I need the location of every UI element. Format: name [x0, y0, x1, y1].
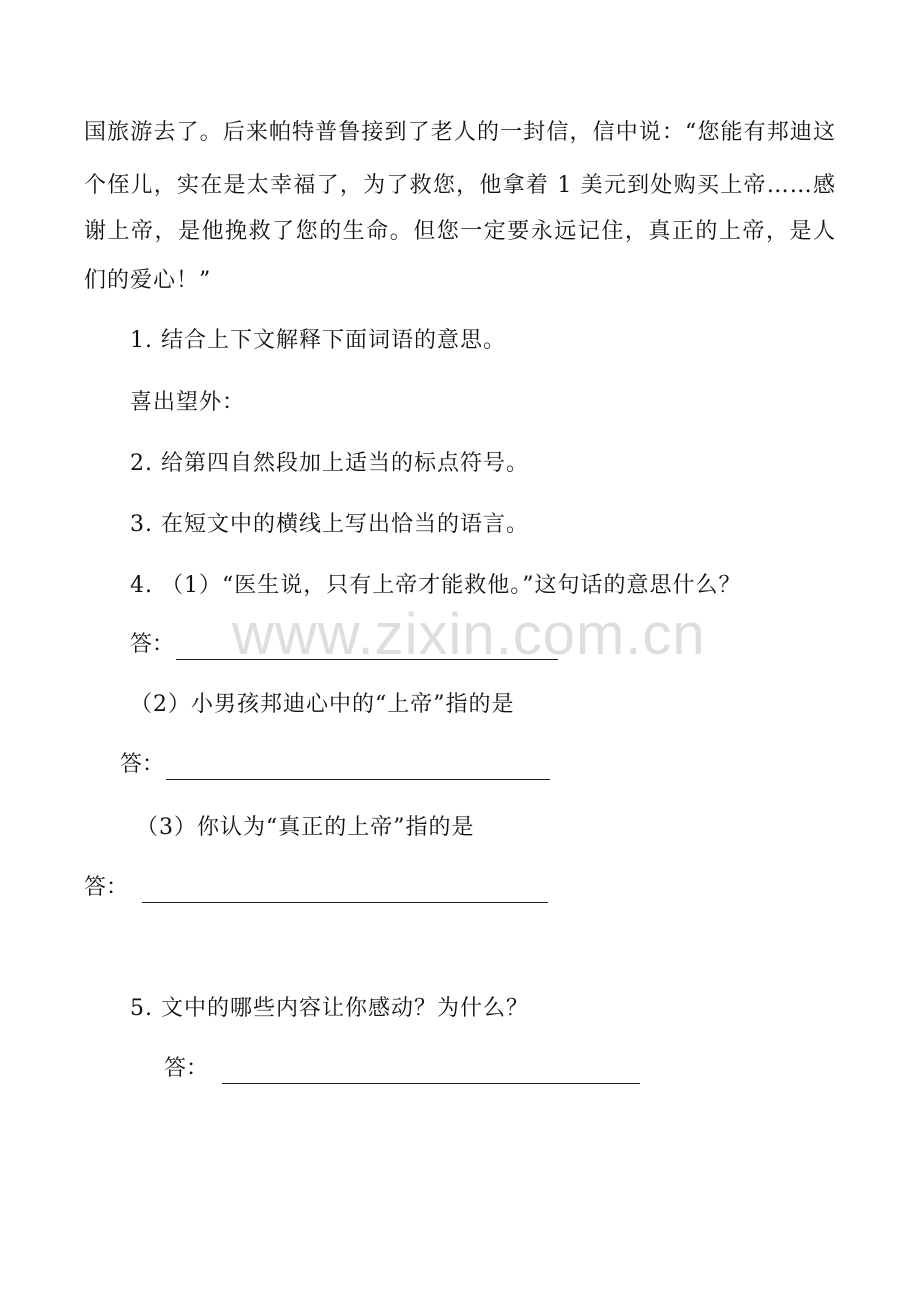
answer-blank-4-3[interactable]: [142, 902, 548, 903]
answer-row-4-2: [120, 750, 552, 784]
passage-line-3: 谢上帝，是他挽救了您的生命。但您一定要永远记住，真正的上帝，是人: [84, 219, 836, 244]
answer-row-5: [164, 1054, 642, 1088]
question-5: 5. 文中的哪些内容让你感动？为什么？: [130, 996, 529, 1021]
answer-row-4-3: [84, 873, 550, 907]
passage-line-4: 们的爱心！”: [84, 268, 212, 293]
passage-line-2: 个侄儿，实在是太幸福了，为了救您，他拿着 1 美元到处购买上帝……感: [84, 173, 836, 198]
question-1: 1. 结合上下文解释下面词语的意思。: [130, 328, 506, 353]
question-1-term: 喜出望外：: [130, 390, 246, 415]
question-2: 2. 给第四自然段加上适当的标点符号。: [130, 451, 529, 476]
answer-label-5: 答：: [164, 1056, 209, 1081]
question-4-3: （3）你认为“真正的上帝”指的是: [136, 815, 475, 840]
answer-label-4-2: 答：: [120, 752, 165, 777]
watermark: www.zixin.com.cn: [232, 602, 706, 667]
answer-blank-4-2[interactable]: [166, 779, 550, 780]
question-3: 3. 在短文中的横线上写出恰当的语言。: [130, 512, 529, 537]
answer-label-4-3: 答：: [84, 875, 129, 900]
passage-line-1: 国旅游去了。后来帕特普鲁接到了老人的一封信，信中说：“您能有邦迪这: [84, 120, 836, 145]
answer-blank-5[interactable]: [222, 1083, 640, 1084]
question-4-1: 4. （1）“医生说，只有上帝才能救他。”这句话的意思什么？: [130, 573, 742, 598]
question-4-2: （2）小男孩邦迪心中的“上帝”指的是: [130, 692, 515, 717]
answer-label-4-1: 答：: [130, 632, 175, 657]
